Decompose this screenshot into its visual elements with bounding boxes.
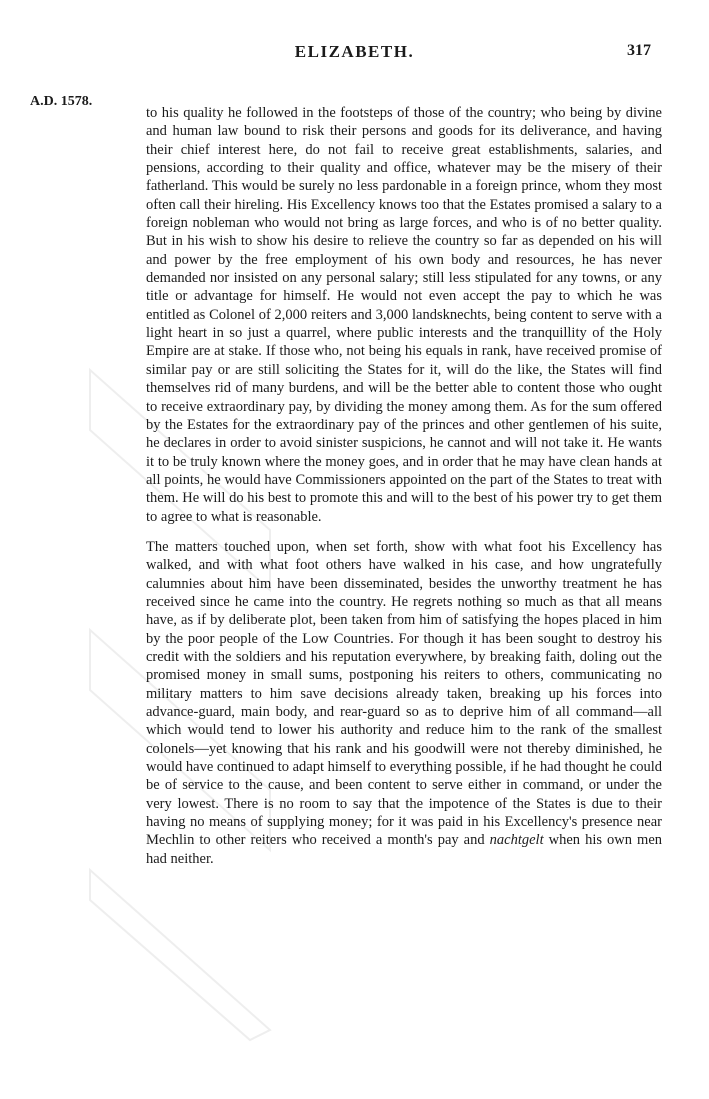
paragraph-1: to his quality he followed in the footsteps of those of the country; who being by divine and human law bound to risk their persons and goods for its deliverance, and having their chief interest here, do not fail to receive great establishments, salaries, and pensions, according to their quality and office, whatever may be the misery of their fatherland. This would be surely no less pardonable in a foreign prince, whom they most often call their hireling. His Excellency knows too that the Estates promised a salary to a foreign nobleman who would not bring as large forces, and who is of no better quality. But in his wish to show his desire to relieve the country so far as depended on his will and power by the free employment of his own body and resources, he has never demanded nor insisted on any personal salary; still less stipulated for any towns, or any title or advantage for himself. He would not even accept the pay to which he was entitled as Colonel of 2,000 reiters and 3,000 landsknechts, being content to serve with a light heart in so just a quarrel, where public interests and the tranquillity of the Holy Empire are at stake. If those who, not being his equals in rank, have received promise of similar pay or are still soliciting the States for it, will do the like, the States will find themselves rid of many burdens, and will be the better able to content those who ought to receive extraordinary pay, by dividing the money among them. As for the sum offered by the Estates for the extraordinary pay of the princes and other gentlemen of his suite, he declares in order to avoid sinister suspicions, he cannot and will not take it. He wants it to be truly known where the money goes, and in order that he may have clean hands at all points, he would have Commissioners appointed on the part of the States to treat with them. He will do his best to promote this and will to the best of his power try to get them to agree to what is reasonable. xyxy=(146,105,662,525)
paragraph-2-foreign-term: nachtgelt xyxy=(489,832,544,849)
paragraph-2-text-after: when his own men had neither. xyxy=(146,832,662,867)
page-header xyxy=(0,42,709,66)
body-text xyxy=(146,104,662,868)
running-title: ELIZABETH. xyxy=(294,42,415,61)
page-number: 317 xyxy=(627,42,651,59)
paragraph-2-text-before: The matters touched upon, when set forth, show with what foot his Excellency has walked, and with what foot others have walked in his case, and how ungratefully calumnies about him have been disseminated, besides the unworthy treatment he has received since he came into the country. He regrets nothing so much as that all means have, as if by deliberate plot, been taken from him of satisfying the hopes placed in him by the poor people of the Low Countries. For though it has been sought to destroy his credit with the soldiers and his reputation everywhere, by breaking faith, doling out the promised money in small sums, postponing his reiters to others, communicating no military matters to him save decisions already taken, breaking up his forces into advance-guard, main body, and rear-guard so as to deprive him of all command—all which would tend to lower his authority and reduce him to the rank of the smallest colonels—yet knowing that his rank and his goodwill were not thereby diminished, he would have continued to adapt himself to everything possible, if he had thought he could be of service to the cause, and been content to serve either in command, or under the very lowest. There is no room to say that the impotence of the States is due to their having no means of supplying money; for it was paid in his Excellency's presence near Mechlin to other reiters who received a month's pay and xyxy=(146,538,662,849)
paragraph-2 xyxy=(146,538,662,868)
margin-date: A.D. 1578. xyxy=(30,94,93,109)
